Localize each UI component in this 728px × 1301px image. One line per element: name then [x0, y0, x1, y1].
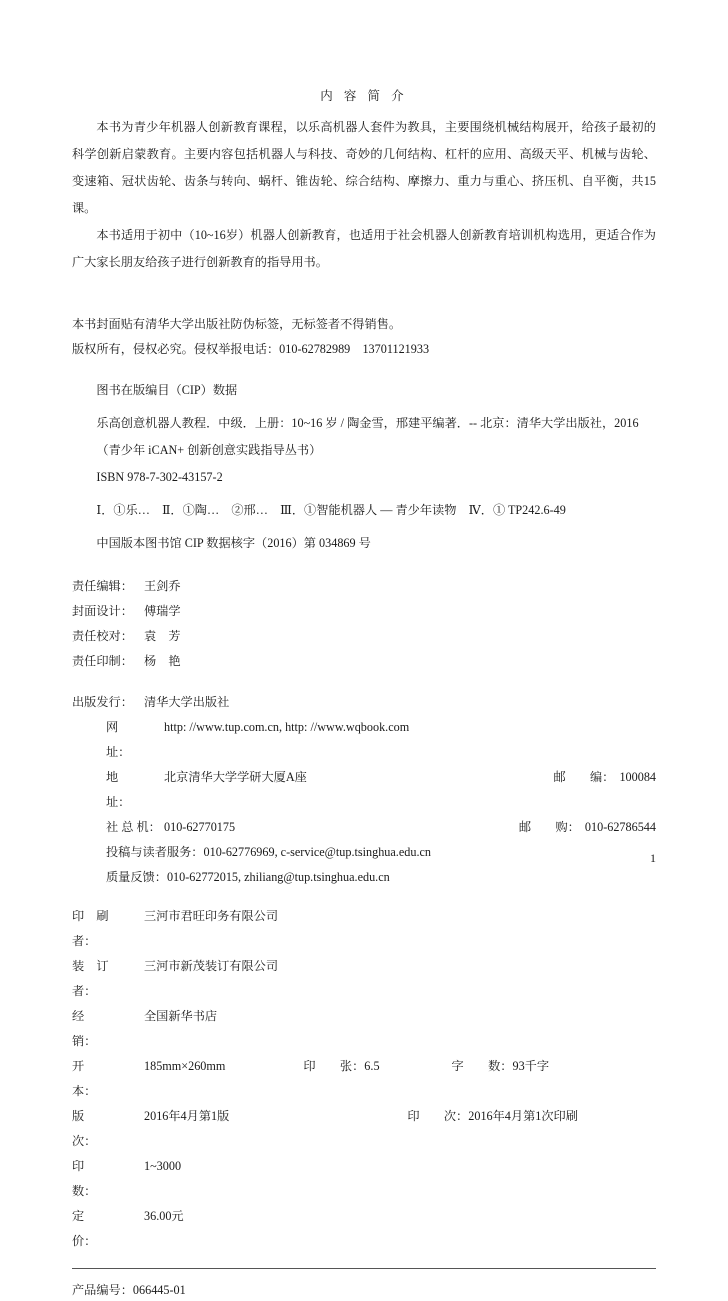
submission-label: 投稿与读者服务：: [106, 845, 204, 859]
copyright-reserved-notice: 版权所有，侵权必究。侵权举报电话：010-62782989 13701121933: [72, 342, 430, 356]
binder-label: 装 订 者：: [72, 959, 121, 998]
spec-row-distributor: [72, 1004, 656, 1054]
postcode-group: [553, 765, 656, 815]
publisher-row: [72, 690, 656, 715]
cip-heading: 图书在版编目（CIP）数据: [96, 383, 238, 397]
feedback-label: 质量反馈：: [106, 870, 167, 884]
publisher-submission-row: [72, 840, 656, 865]
impression-group: [407, 1104, 578, 1154]
cip-classification: Ⅰ．①乐… Ⅱ．①陶… ②邢… Ⅲ．①智能机器人 — 青少年读物 Ⅳ．① TP242.6-49: [96, 503, 566, 517]
postcode-label: 邮 编：: [553, 770, 615, 784]
publisher-switchboard-row: [72, 815, 656, 840]
submission-value: 010-62776969, c-service@tup.tsinghua.edu.cn: [203, 845, 431, 859]
mailorder-value: 010-62786544: [584, 820, 656, 834]
staff-value: 杨 艳: [144, 654, 181, 668]
website-label: 网 址：: [106, 720, 143, 759]
cip-block: [72, 378, 656, 556]
distributor-value: 全国新华书店: [144, 1009, 218, 1023]
format-label: 开 本：: [72, 1059, 121, 1098]
publisher-name: 清华大学出版社: [144, 695, 230, 709]
publisher-block: [72, 690, 656, 890]
staff-row: [72, 624, 656, 649]
staff-label: 责任编辑：: [72, 579, 133, 593]
publisher-address-row: [72, 765, 656, 815]
section-title: 内 容 简 介: [320, 89, 408, 103]
spec-row-price: [72, 1204, 656, 1254]
cip-entry-continued: （青少年 iCAN+ 创新创意实践指导丛书）: [96, 443, 322, 457]
staff-value: 王剑乔: [144, 579, 181, 593]
switchboard-value: 010-62770175: [164, 820, 236, 834]
sheets-group: [303, 1054, 379, 1104]
copyright-notice: [72, 312, 656, 362]
postcode-value: 100084: [619, 770, 656, 784]
page-number: 1: [650, 851, 656, 865]
spec-row-format: [72, 1054, 656, 1104]
mailorder-label: 邮 购：: [518, 820, 580, 834]
feedback-value: 010-62772015, zhiliang@tup.tsinghua.edu.cn: [166, 870, 390, 884]
wordcount-value: 93千字: [512, 1059, 550, 1073]
distributor-label: 经 销：: [72, 1009, 121, 1048]
printrun-value: 1~3000: [144, 1159, 182, 1173]
product-code: 产品编号：066445-01: [72, 1283, 186, 1297]
edition-value: 2016年4月第1版: [144, 1109, 230, 1123]
abstract-paragraph-1: 本书为青少年机器人创新教育课程，以乐高机器人套件为教具，主要围绕机械结构展开，给孩子最初的科学创新启蒙教育。主要内容包括机器人与科技、奇妙的几何结构、杠杆的应用、高级天平、机械与齿轮、变速箱、冠状齿轮、齿条与转向、蜗杆、锥齿轮、综合结构、摩擦力、重力与重心、挤压机、自平衡，共15课。: [72, 120, 656, 215]
format-value: 185mm×260mm: [144, 1059, 226, 1073]
price-value: 36.00元: [144, 1209, 184, 1223]
publisher-website-row: [72, 715, 656, 765]
cip-number: 中国版本图书馆 CIP 数据核字（2016）第 034869 号: [96, 536, 371, 550]
staff-list: [72, 574, 656, 674]
staff-label: 责任校对：: [72, 629, 133, 643]
printer-label: 印 刷 者：: [72, 909, 121, 948]
specs-block: [72, 904, 656, 1254]
staff-value: 袁 芳: [144, 629, 181, 643]
anti-counterfeit-notice: 本书封面贴有清华大学出版社防伪标签，无标签者不得销售。: [72, 317, 402, 331]
printer-value: 三河市君旺印务有限公司: [144, 909, 279, 923]
wordcount-group: [452, 1054, 550, 1104]
divider: [72, 1268, 656, 1269]
staff-value: 傅瑞学: [144, 604, 181, 618]
publisher-label: 出版发行：: [72, 695, 133, 709]
staff-row: [72, 574, 656, 599]
publisher-feedback-row: [72, 865, 656, 890]
spec-row-printer: [72, 904, 656, 954]
staff-label: 责任印制：: [72, 654, 133, 668]
sheets-value: 6.5: [364, 1059, 380, 1073]
binder-value: 三河市新茂装订有限公司: [144, 959, 279, 973]
wordcount-label: 字 数：: [451, 1059, 513, 1073]
address-label: 地 址：: [106, 770, 143, 809]
switchboard-label: 社 总 机：: [106, 820, 161, 834]
cip-isbn: ISBN 978-7-302-43157-2: [96, 470, 223, 484]
impression-value: 2016年4月第1次印刷: [468, 1109, 578, 1123]
price-label: 定 价：: [72, 1209, 121, 1248]
cip-entry: 乐高创意机器人教程．中级．上册：10~16 岁 / 陶金雪，邢建平编著．-- 北京：清华大学出版社，2016: [96, 416, 639, 430]
edition-label: 版 次：: [72, 1109, 121, 1148]
sheets-label: 印 张：: [303, 1059, 365, 1073]
abstract-paragraph-2: 本书适用于初中（10~16岁）机器人创新教育，也适用于社会机器人创新教育培训机构选用，更适合作为广大家长朋友给孩子进行创新教育的指导用书。: [72, 228, 656, 269]
staff-label: 封面设计：: [72, 604, 133, 618]
spec-row-edition: [72, 1104, 656, 1154]
spec-row-binder: [72, 954, 656, 1004]
printrun-label: 印 数：: [72, 1159, 121, 1198]
page-content: [72, 86, 656, 1301]
impression-label: 印 次：: [407, 1109, 469, 1123]
address-value: 北京清华大学学研大厦A座: [164, 770, 307, 784]
mailorder-group: [519, 815, 656, 840]
staff-row: [72, 599, 656, 624]
spec-row-printrun: [72, 1154, 656, 1204]
staff-row: [72, 649, 656, 674]
website-value: http: //www.tup.com.cn, http: //www.wqbook.com: [164, 720, 410, 734]
